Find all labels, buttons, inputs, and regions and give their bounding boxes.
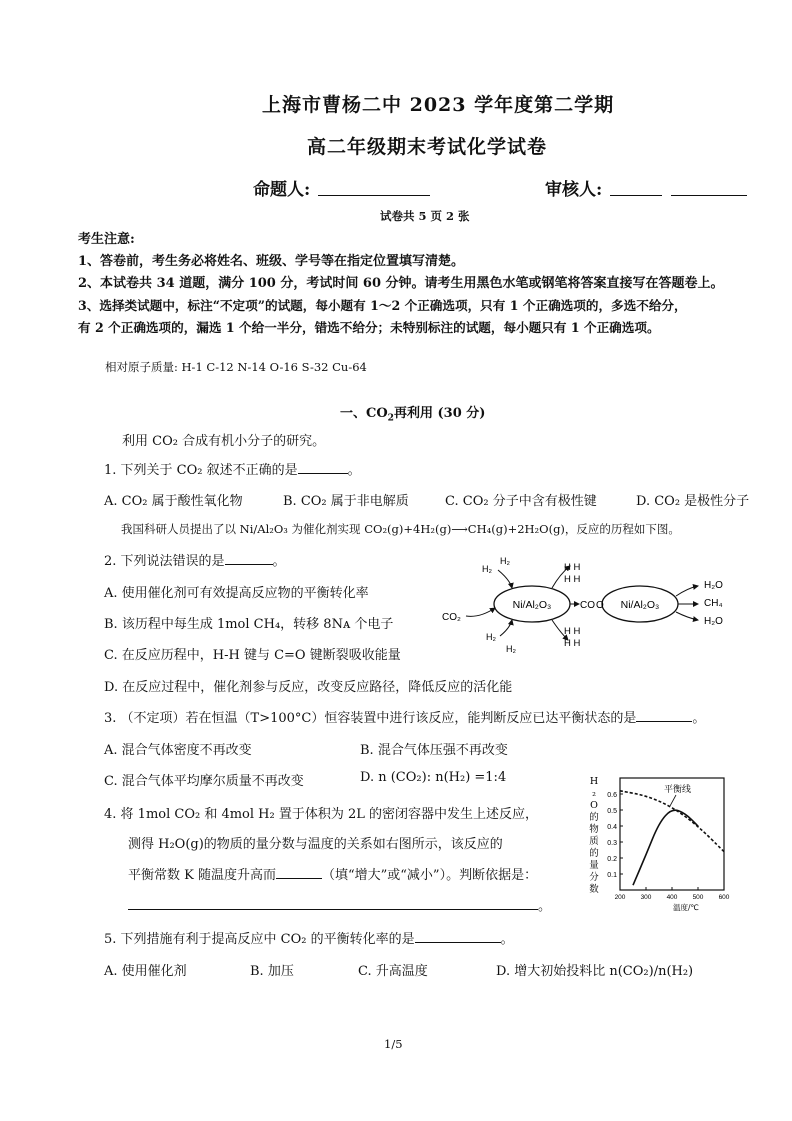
- q1-option-c: C. CO₂ 分子中含有极性键: [445, 494, 597, 509]
- annotation-pointer: [670, 795, 676, 806]
- atomic-masses: 相对原子质量: H-1 C-12 N-14 O-16 S-32 Cu-64: [105, 360, 367, 374]
- q1-option-b: B. CO₂ 属于非电解质: [283, 494, 409, 509]
- q4-end: 。: [538, 899, 552, 914]
- q3-stem: 3. （不定项）若在恒温（T>100°C）恒容装置中进行该反应，能判断反应已达平衡状态的是: [104, 711, 637, 726]
- q5-option-b: B. 加压: [250, 964, 294, 979]
- y-axis-label-char: 质: [589, 836, 599, 847]
- q1-answer-blank[interactable]: [298, 461, 348, 474]
- author-blank: [318, 179, 430, 196]
- notice-item-3-cont: 有 2 个正确选项的，漏选 1 个给一半分，错选不给分；未特别标注的试题，每小题只有 1 个正确选项。: [78, 320, 660, 335]
- q1-stem: 1. 下列关于 CO₂ 叙述不正确的是: [104, 463, 298, 478]
- equilibrium-line-series: [620, 791, 724, 852]
- section-title: [340, 402, 485, 424]
- x-tick-label: 300: [640, 894, 652, 901]
- h2o-top-arrow: [676, 586, 698, 596]
- y-tick-label: 0.2: [607, 856, 617, 863]
- x-axis-label: 温度/℃: [673, 903, 699, 912]
- h2o-fraction-chart: [586, 770, 734, 920]
- h-pair-top-1: H H: [564, 562, 581, 573]
- o-label: O: [596, 600, 604, 611]
- q3-option-c: C. 混合气体平均摩尔质量不再改变: [104, 774, 304, 789]
- reviewer-label: 审核人:: [545, 180, 603, 200]
- q2-answer-blank[interactable]: [225, 552, 273, 565]
- y-axis-label-char: ₂: [592, 788, 596, 799]
- question-5: [104, 928, 514, 947]
- q5-option-c: C. 升高温度: [358, 964, 428, 979]
- q5-option-a: A. 使用催化剂: [104, 964, 187, 979]
- q2-stem: 2. 下列说法错误的是: [104, 554, 225, 569]
- exam-title-line1: 上海市曹杨二中 2023 学年度第二学期: [262, 94, 615, 116]
- h2o-bottom-arrow: [676, 612, 698, 620]
- q5-option-d: D. 增大初始投料比 n(CO₂)/n(H₂): [496, 964, 694, 979]
- q2-option-b: B. 该历程中每生成 1mol CH₄，转移 8Nᴀ 个电子: [104, 617, 394, 632]
- q4-answer-blank-2[interactable]: [128, 897, 538, 910]
- q5-stem: 5. 下列措施有利于提高反应中 CO₂ 的平衡转化率的是: [104, 932, 415, 947]
- page-number: 1/5: [384, 1037, 403, 1051]
- h-pair-bottom-1: H H: [564, 626, 581, 637]
- h-pair-top-2: H H: [564, 574, 581, 585]
- q4-line3-b: （填“增大”或“减小”）。判断依据是：: [321, 868, 538, 883]
- q1-end: 。: [347, 463, 361, 478]
- h2o-bottom-label: H₂O: [704, 616, 723, 627]
- q3-option-a: A. 混合气体密度不再改变: [104, 743, 252, 758]
- y-axis-label-char: 量: [589, 860, 599, 871]
- notice-item-2: 2、本试卷共 34 道题，满分 100 分，考试时间 60 分钟。请考生用黑色水笔或钢笔将答案直接写在答题卷上。: [78, 276, 724, 291]
- section-title-suffix: 再利用 (30 分): [394, 406, 486, 421]
- y-tick-label: 0.1: [607, 872, 617, 879]
- y-axis-label-char: 分: [589, 872, 599, 883]
- y-axis-label-char: O: [590, 800, 598, 811]
- q5-answer-blank[interactable]: [415, 930, 501, 943]
- y-tick-label: 0.5: [607, 808, 617, 815]
- q2-option-c: C. 在反应历程中，H-H 键与 C=O 键断裂吸收能量: [104, 648, 401, 663]
- section-title-sub: 2: [387, 412, 394, 424]
- pages-info: 试卷共 5 页 2 张: [380, 209, 470, 223]
- co2-arrow: [466, 608, 495, 616]
- h2-top-arrow: [498, 570, 512, 588]
- co-label: CO: [580, 600, 595, 611]
- q2-intro: 我国科研人员提出了以 Ni/Al₂O₃ 为催化剂实现 CO₂(g)+4H₂(g)⟶CH₄(g)+2H₂O(g)，反应的历程如下图。: [121, 522, 680, 536]
- y-tick-label: 0.6: [607, 792, 617, 799]
- q4-line3: [128, 864, 537, 883]
- q3-option-d: D. n (CO₂): n(H₂) =1:4: [360, 770, 507, 785]
- y-tick-label: 0.4: [607, 824, 617, 831]
- notice-heading: 考生注意:: [78, 232, 135, 247]
- y-tick-label: 0.3: [607, 840, 617, 847]
- h2o-top-label: H₂O: [704, 580, 723, 591]
- q4-line4: [128, 895, 551, 914]
- measured-series: [633, 810, 698, 885]
- q1-option-a: A. CO₂ 属于酸性氧化物: [104, 494, 243, 509]
- q2-end: 。: [272, 554, 286, 569]
- y-axis-label-char: 数: [589, 884, 599, 895]
- q4-line1: 4. 将 1mol CO₂ 和 4mol H₂ 置于体积为 2L 的密闭容器中发生上述反应，: [104, 807, 539, 822]
- q5-end: 。: [500, 932, 514, 947]
- section-title-prefix: 一、CO: [340, 406, 388, 421]
- h2-bottom-label: H₂: [486, 632, 496, 642]
- h2-bottom-arrow: [500, 620, 512, 636]
- q2-option-a: A. 使用催化剂可有效提高反应物的平衡转化率: [104, 586, 369, 601]
- x-tick-label: 200: [614, 894, 626, 901]
- h2-top-label: H₂: [482, 564, 492, 574]
- x-tick-label: 600: [718, 894, 730, 901]
- chart-annotation: 平衡线: [664, 785, 692, 795]
- catalyst-label-right: Ni/Al₂O₃: [620, 599, 660, 611]
- y-axis-label-char: 的: [589, 812, 599, 823]
- notice-item-1: 1、答卷前，考生务必将姓名、班级、学号等在指定位置填写清楚。: [78, 254, 465, 269]
- q2-option-d: D. 在反应过程中，催化剂参与反应，改变反应路径，降低反应的活化能: [104, 680, 513, 695]
- ch4-label: CH₄: [704, 598, 723, 609]
- q4-answer-blank-1[interactable]: [276, 866, 322, 879]
- question-2: [104, 550, 286, 569]
- q3-answer-blank[interactable]: [636, 709, 692, 722]
- notice-item-3: 3、选择类试题中，标注“不定项”的试题，每小题有 1～2 个正确选项，只有 1 个正确选项的，多选不给分，: [78, 298, 687, 313]
- x-tick-label: 500: [692, 894, 704, 901]
- y-axis-label-char: 的: [589, 848, 599, 859]
- reviewer-blank-1: [610, 179, 662, 196]
- h2-top2-label: H₂: [500, 556, 510, 566]
- q3-end: 。: [692, 711, 706, 726]
- x-tick-label: 400: [666, 894, 678, 901]
- co2-label: CO₂: [442, 612, 461, 623]
- h2-bottom2-label: H₂: [506, 644, 516, 654]
- author-label: 命题人:: [253, 180, 311, 200]
- reaction-mechanism-diagram: [440, 556, 740, 664]
- q1-option-d: D. CO₂ 是极性分子: [636, 494, 750, 509]
- y-axis-label-char: 物: [589, 824, 599, 835]
- question-3: [104, 707, 705, 726]
- exam-title-line2: 高二年级期末考试化学试卷: [307, 136, 548, 158]
- q4-line3-a: 平衡常数 K 随温度升高而: [128, 868, 276, 883]
- question-1: [104, 459, 361, 478]
- h-pair-bottom-2: H H: [564, 638, 581, 649]
- q3-option-b: B. 混合气体压强不再改变: [360, 743, 508, 758]
- q4-line2: 测得 H₂O(g)的物质的量分数与温度的关系如右图所示，该反应的: [128, 837, 503, 852]
- section-intro: 利用 CO₂ 合成有机小分子的研究。: [122, 434, 326, 449]
- reviewer-blank-2: [671, 179, 747, 196]
- y-axis-label-char: H: [589, 776, 599, 787]
- catalyst-label-left: Ni/Al₂O₃: [512, 599, 552, 611]
